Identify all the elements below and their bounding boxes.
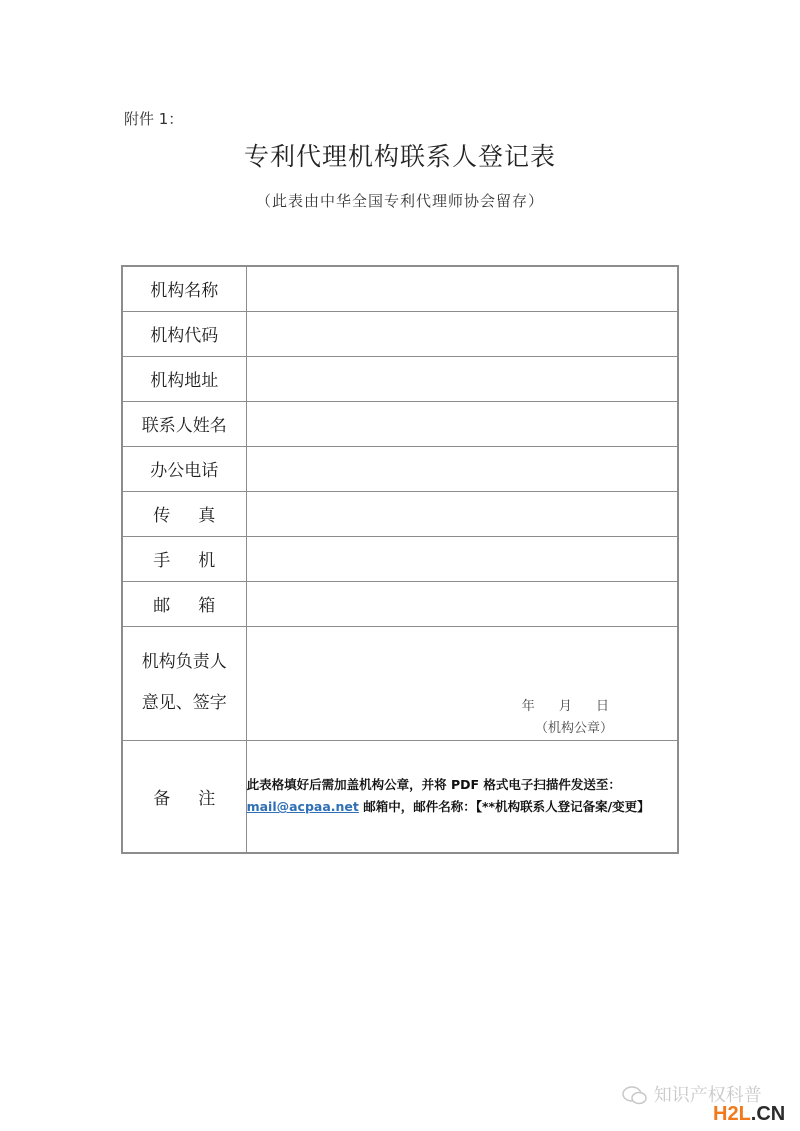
org-code-field[interactable] [246,311,678,356]
form-row-org-address [122,356,678,401]
page-subtitle: （此表由中华全国专利代理师协会留存） [255,192,544,210]
field-label: 联系人姓名 [122,401,246,446]
field-label-text: 邮箱 [153,596,244,616]
remarks-label [122,740,246,853]
email-field[interactable] [246,581,678,626]
h2l-logo [713,1103,785,1126]
h2l-logo-dark: .CN [750,1103,786,1125]
form-row-fax [122,491,678,536]
form-row-email [122,581,678,626]
wechat-icon [622,1086,648,1106]
form-row-mobile [122,536,678,581]
field-label [122,491,246,536]
remarks-line1: 此表格填好后需加盖机构公章，并将 PDF 格式电子扫描件发送至： [246,777,621,793]
remarks-line2-text: 邮箱中，邮件名称：【**机构联系人登记备案/变更】 [358,799,650,815]
remarks-line2 [247,796,677,818]
page-title: 专利代理机构联系人登记表 [243,142,556,171]
contact-name-field[interactable] [246,401,678,446]
attachment-label: 附件 1： [124,110,184,128]
office-phone-field[interactable] [246,446,678,491]
signature-label [122,626,246,740]
field-label-text: 传真 [153,506,244,526]
field-label [122,581,246,626]
form-row-org-code [122,311,678,356]
field-label: 机构名称 [122,266,246,311]
registration-form-table [121,265,679,854]
signature-label-line2: 意见、签字 [141,693,227,713]
form-row-contact-name [122,401,678,446]
form-row-signature [122,626,678,740]
seal-note: （机构公章） [534,720,613,736]
watermark-text: 知识产权科普 [653,1085,762,1106]
signature-field[interactable] [246,626,678,740]
form-row-org-name [122,266,678,311]
signature-label-line1: 机构负责人 [141,652,227,672]
field-label-text: 手机 [153,551,244,571]
org-address-field[interactable] [246,356,678,401]
email-link[interactable]: mail@acpaa.net [246,799,359,815]
field-label: 办公电话 [122,446,246,491]
date-line: 年 月 日 [521,698,609,714]
mobile-field[interactable] [246,536,678,581]
h2l-logo-orange: H2L [713,1103,751,1125]
form-row-remarks [122,740,678,853]
field-label: 机构地址 [122,356,246,401]
form-row-office-phone [122,446,678,491]
field-label [122,536,246,581]
org-name-field[interactable] [246,266,678,311]
remarks-label-text: 备注 [153,788,244,809]
fax-field[interactable] [246,491,678,536]
remarks-content [246,740,678,853]
field-label: 机构代码 [122,311,246,356]
